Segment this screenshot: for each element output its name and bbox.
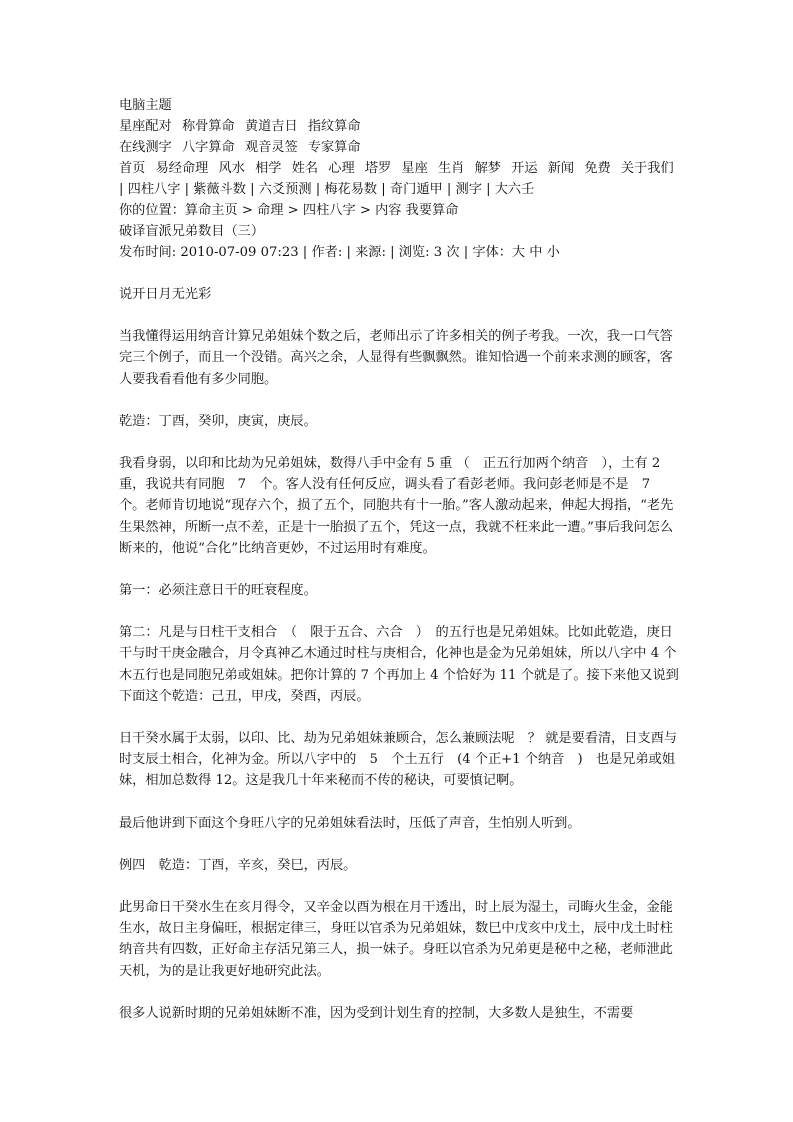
article-title: 破译盲派兄弟数目（三） — [119, 224, 265, 239]
spacer — [119, 305, 679, 326]
nav-link-zaixian-cezi[interactable]: 在线测字 — [119, 140, 172, 155]
spacer — [119, 792, 679, 813]
site-section-label: 电脑主题 — [119, 98, 172, 113]
category-nav-row[interactable]: | 四柱八字 | 紫薇斗数 | 六爻预测 | 梅花易数 | 奇门遁甲 | 测字 | 大六壬 — [119, 182, 535, 197]
spacer — [119, 876, 679, 897]
nav-link-home[interactable]: 首页 — [119, 161, 146, 176]
nav-row-3 — [119, 158, 679, 179]
article-paragraph: 当我懂得运用纳音计算兄弟姐妹个数之后，老师出示了许多相关的例子考我。一次，我一口气答完三个例子，而且一个没错。高兴之余，人显得有些飘飘然。谁知恰遇一个前来求测的顾客，客人要我看看他有多少同胞。 — [119, 329, 673, 387]
spacer — [119, 982, 679, 1003]
article-paragraph: 第一：必须注意日干的旺衰程度。 — [119, 583, 317, 599]
nav-link-mianfei[interactable]: 免费 — [584, 161, 611, 176]
nav-link-xingming[interactable]: 姓名 — [291, 161, 319, 176]
article-paragraph: 很多人说新时期的兄弟姐妹断不准，因为受到计划生育的控制，大多数人是独生，不需要 — [119, 1005, 634, 1021]
nav-link-xinli[interactable]: 心理 — [328, 161, 355, 176]
article-paragraph: 日干癸水属于太弱，以印、比、劫为兄弟姐妹兼顾合，怎么兼顾法呢 ？ 就是要看清，日支酉与时支辰土相合，化神为金。所以八字中的 5 个土五行 (4 个正+1 个纳音 ) 也是兄弟或姐妹，相加总数得 12。这是我几十年来秘而不传的秘诀，可要慎记啊。 — [119, 731, 678, 789]
nav-link-xiangxue[interactable]: 相学 — [255, 161, 282, 176]
spacer — [119, 707, 679, 728]
nav-link-bazi-suanming[interactable]: 八字算命 — [181, 140, 235, 155]
nav-link-taluo[interactable]: 塔罗 — [364, 161, 392, 176]
nav-link-about[interactable]: 关于我们 — [620, 161, 674, 176]
nav-link-zhuanjia-suanming[interactable]: 专家算命 — [307, 140, 361, 155]
nav-row-2 — [119, 137, 679, 158]
breadcrumb[interactable]: 你的位置：算命主页 > 命理 > 四柱八字 > 内容 我要算命 — [119, 203, 459, 218]
nav-link-xinwen[interactable]: 新闻 — [547, 161, 575, 176]
nav-link-zhiwen-suanming[interactable]: 指纹算命 — [307, 119, 361, 134]
article-paragraph: 我看身弱，以印和比劫为兄弟姐妹，数得八手中金有 5 重 （ 正五行加两个纳音 ），土有 2 重，我说共有同胞 7 个。客人没有任何反应，调头看了看彭老师。我问彭老师是不是 7 个。老师肯切地说“现存六个，损了五个，同胞共有十一胎。”客人激动起来，伸起大拇指，“老先生果然神，所断一点不差，正是十一胎损了五个，凭这一点，我就不枉来此一遭。”事后我问怎么断来的，他说“合化”比纳音更妙，不过运用时有难度。 — [119, 456, 674, 556]
spacer — [119, 390, 679, 411]
article-paragraph: 此男命日干癸水生在亥月得令，又辛金以酉为根在月干透出，时上辰为湿土，司晦火生金，金能生水，故日主身偏旺，根据定律三，身旺以官杀为兄弟姐妹，数巳中戊亥中戊土，辰中戊土时柱纳音共有四数，正好命主存活兄第三人，损一妹子。身旺以官杀为兄弟更是秘中之秘，老师泄此天机，为的是让我更好地研究此法。 — [119, 900, 673, 979]
nav-link-guanyin-lingqian[interactable]: 观音灵签 — [244, 140, 298, 155]
article-paragraph: 最后他讲到下面这个身旺八字的兄弟姐妹看法时，压低了声音，生怕别人听到。 — [119, 815, 581, 831]
spacer — [119, 432, 679, 453]
nav-link-yijing[interactable]: 易经命理 — [155, 161, 209, 176]
spacer — [119, 263, 679, 284]
article-paragraph: 第二：凡是与日柱干支相合 （ 限于五合、六合 ） 的五行也是兄弟姐妹。比如此乾造，庚日干与时干庚金融合，月令真神乙木通过时柱与庚相合，化神也是金为兄弟姐妹，所以八字中 4 个木五行也是同胞兄弟或姐妹。把你计算的 7 个再加上 4 个恰好为 11 个就是了。接下来他又说到下面这个乾造：己丑，甲戌，癸酉，丙辰。 — [119, 625, 679, 704]
nav-link-xingzuo[interactable]: 星座 — [401, 161, 428, 176]
section-heading: 说开日月无光彩 — [119, 287, 212, 302]
article-paragraph: 例四 乾造：丁酉，辛亥，癸巳，丙辰。 — [119, 857, 357, 873]
nav-link-shengxiao[interactable]: 生肖 — [438, 161, 465, 176]
spacer — [119, 559, 679, 580]
article-meta: 发布时间: 2010-07-09 07:23 | 作者: | 来源: | 浏览: 3 次 | 字体：大 中 小 — [119, 245, 560, 260]
nav-link-fengshui[interactable]: 风水 — [218, 161, 245, 176]
document-page — [119, 95, 679, 1024]
nav-link-huangdao-jiri[interactable]: 黄道吉日 — [244, 119, 298, 134]
nav-link-chenggu-suanming[interactable]: 称骨算命 — [181, 119, 235, 134]
nav-row-1 — [119, 116, 679, 137]
nav-link-xingzuo-peidui[interactable]: 星座配对 — [119, 119, 172, 134]
nav-link-jiemeng[interactable]: 解梦 — [474, 161, 501, 176]
spacer — [119, 601, 679, 622]
article-paragraph: 乾造：丁酉，癸卯，庚寅，庚辰。 — [119, 413, 317, 429]
nav-link-kaiyun[interactable]: 开运 — [511, 161, 538, 176]
spacer — [119, 834, 679, 855]
